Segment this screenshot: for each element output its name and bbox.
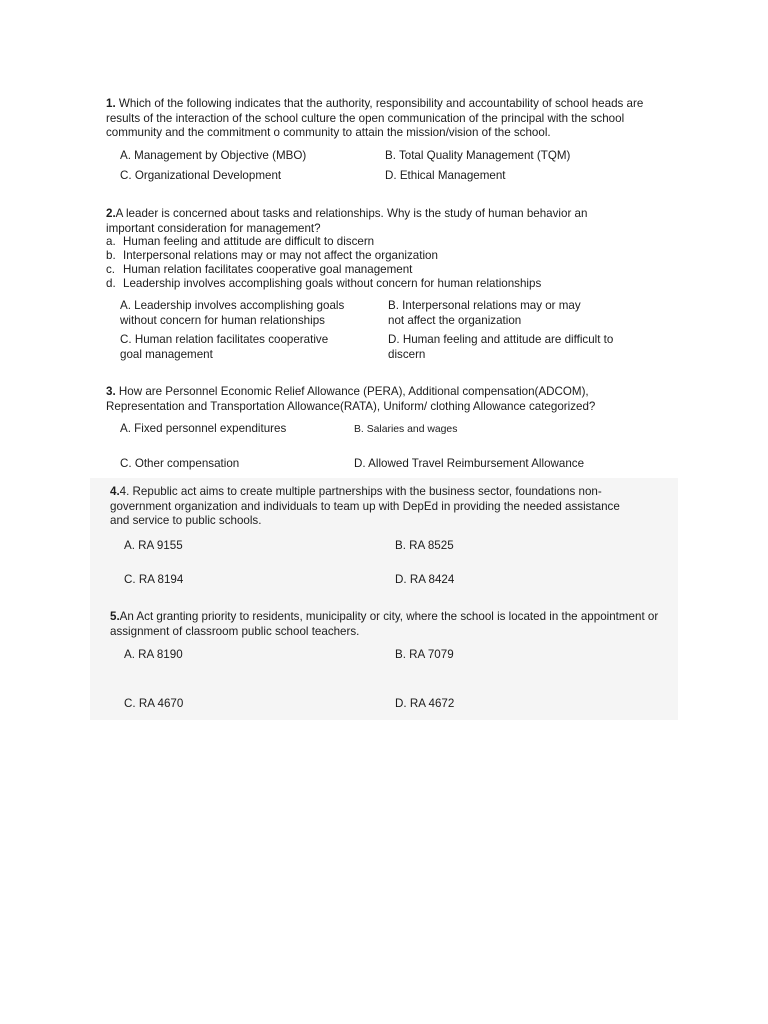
- question-2-option-b[interactable]: [388, 298, 581, 328]
- question-text-line: important consideration for management?: [106, 221, 321, 235]
- question-5-option-c[interactable]: C. RA 4670: [124, 697, 184, 710]
- question-text-line: Representation and Transportation Allowance(RATA), Uniform/ clothing Allowance categorized?: [106, 399, 596, 413]
- subitem-text: Interpersonal relations may or may not affect the organization: [123, 249, 438, 262]
- question-4-option-b[interactable]: B. RA 8525: [395, 539, 454, 552]
- question-number: 5.: [110, 610, 120, 623]
- option-line: discern: [388, 348, 426, 361]
- question-text-line: 4. Republic act aims to create multiple partnerships with the business sector, foundations non-: [119, 485, 602, 498]
- question-text-line: Which of the following indicates that the authority, responsibility and accountability of school heads are: [118, 97, 644, 110]
- subitem-letter: d.: [106, 277, 116, 290]
- question-number: 2.: [106, 207, 116, 220]
- option-line: C. Human relation facilitates cooperative: [120, 333, 329, 346]
- question-4-option-d[interactable]: D. RA 8424: [395, 573, 455, 586]
- question-5-option-d[interactable]: D. RA 4672: [395, 697, 455, 710]
- question-5-option-b[interactable]: B. RA 7079: [395, 648, 454, 661]
- subitem-text: Human relation facilitates cooperative goal management: [123, 263, 413, 276]
- question-1-stem: [106, 97, 643, 141]
- option-line: goal management: [120, 348, 213, 361]
- question-text-line: results of the interaction of the school culture the open communication of the principal with the school: [106, 111, 625, 125]
- subitem-letter: b.: [106, 249, 116, 262]
- question-1-option-c[interactable]: C. Organizational Development: [120, 169, 282, 182]
- option-line: not affect the organization: [388, 314, 522, 327]
- question-text-line: and service to public schools.: [110, 514, 262, 528]
- question-number: 3.: [106, 385, 116, 398]
- option-line: A. Leadership involves accomplishing goals: [120, 299, 345, 312]
- question-text-line: community and the commitment o community to attain the mission/vision of the school.: [106, 126, 551, 140]
- question-5-option-a[interactable]: A. RA 8190: [124, 648, 183, 661]
- subitem-text: Leadership involves accomplishing goals without concern for human relationships: [123, 277, 542, 290]
- subitem-letter: c.: [106, 263, 116, 276]
- question-1-option-b[interactable]: B. Total Quality Management (TQM): [385, 149, 571, 162]
- question-5-stem: [110, 610, 658, 639]
- question-3-option-c[interactable]: C. Other compensation: [120, 457, 240, 470]
- question-4-stem: [110, 485, 620, 529]
- question-number: 4.: [110, 485, 120, 498]
- question-text-line: assignment of classroom public school teachers.: [110, 624, 360, 638]
- question-3-stem: [106, 385, 595, 414]
- question-2-subitems: [106, 235, 541, 291]
- question-2-option-c[interactable]: [120, 332, 328, 362]
- question-1-option-d[interactable]: D. Ethical Management: [385, 169, 506, 182]
- option-line: B. Interpersonal relations may or may: [388, 299, 581, 312]
- subitem-letter: a.: [106, 235, 116, 248]
- question-text-line: An Act granting priority to residents, municipality or city, where the school is located in the appointment or: [119, 610, 659, 623]
- question-text-line: A leader is concerned about tasks and relationships. Why is the study of human behavior an: [115, 207, 588, 220]
- option-line: D. Human feeling and attitude are difficult to: [388, 333, 614, 346]
- question-3-option-d[interactable]: D. Allowed Travel Reimbursement Allowance: [354, 457, 585, 470]
- question-2-stem: [106, 207, 587, 236]
- question-1-option-a[interactable]: A. Management by Objective (MBO): [120, 149, 307, 162]
- subitem-text: Human feeling and attitude are difficult to discern: [123, 235, 375, 248]
- question-4-option-a[interactable]: A. RA 9155: [124, 539, 183, 552]
- question-3-option-b[interactable]: B. Salaries and wages: [354, 424, 458, 435]
- question-2-option-d[interactable]: [388, 332, 613, 362]
- question-text-line: government organization and individuals to team up with DepEd in providing the needed assistance: [110, 499, 620, 513]
- question-3-option-a[interactable]: A. Fixed personnel expenditures: [120, 422, 287, 435]
- option-line: without concern for human relationships: [120, 314, 325, 327]
- question-text-line: How are Personnel Economic Relief Allowance (PERA), Additional compensation(ADCOM),: [118, 385, 589, 398]
- question-number: 1.: [106, 97, 116, 110]
- question-2-option-a[interactable]: [120, 298, 344, 328]
- question-4-option-c[interactable]: C. RA 8194: [124, 573, 184, 586]
